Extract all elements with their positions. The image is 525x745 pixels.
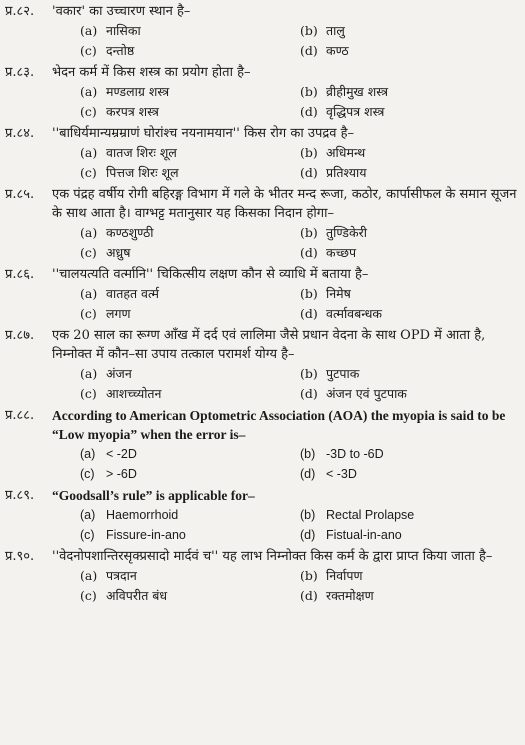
option-label: (a) — [80, 225, 98, 240]
question-text: ''बाधिर्यमान्यम्रम्राणं घोरांश्च नयनामयान'' किस रोग का उपद्रव है– — [52, 126, 355, 141]
question-item — [0, 2, 525, 61]
option-text: नासिका — [106, 23, 141, 38]
option-item — [80, 41, 300, 61]
question-body — [52, 185, 525, 263]
option-text: पुटपाक — [326, 366, 360, 381]
option-item — [300, 525, 517, 545]
option-label: (b) — [300, 145, 318, 160]
option-text: मण्डलाग्र शस्त्र — [106, 84, 170, 99]
option-text: निर्वापण — [326, 568, 363, 583]
option-text: तालु — [326, 23, 345, 38]
question-number: प्र.९०. — [5, 549, 35, 564]
options-grid — [52, 82, 517, 122]
options-grid — [52, 143, 517, 183]
options-grid — [52, 444, 517, 484]
option-text: कच्छप — [326, 245, 357, 260]
question-text: ''चालयत्यति वर्त्मानि'' चिकित्सीय लक्षण कौन से व्याधि में बताया है– — [52, 267, 369, 282]
question-number: प्र.८७. — [5, 328, 35, 343]
option-text: Rectal Prolapse — [326, 508, 415, 522]
option-item — [300, 566, 517, 586]
question-text: According to American Optometric Association (AOA) the myopia is said to be “Low myopia” when the error is– — [52, 408, 506, 442]
option-text: अविपरीत बंध — [106, 588, 168, 603]
question-body — [52, 63, 525, 122]
option-label: (b) — [300, 286, 318, 301]
question-page — [0, 2, 525, 608]
question-text: 'वकार' का उच्चारण स्थान है– — [52, 4, 191, 19]
options-grid — [52, 364, 517, 404]
option-text: अंजन — [106, 366, 132, 381]
options-grid — [52, 223, 517, 263]
option-label: (d) — [300, 306, 318, 321]
option-text: Fistual-in-ano — [326, 528, 402, 542]
option-label: (d) — [300, 528, 316, 542]
option-label: (d) — [300, 588, 318, 603]
option-item — [80, 223, 300, 243]
option-text: अंजन एवं पुटपाक — [326, 386, 407, 401]
option-text: करपत्र शस्त्र — [106, 104, 159, 119]
option-item — [300, 304, 517, 324]
option-label: (c) — [80, 306, 97, 321]
question-body — [52, 486, 525, 545]
question-number: प्र.८६. — [5, 267, 35, 282]
question-body — [52, 406, 525, 484]
option-item — [300, 41, 517, 61]
option-label: (c) — [80, 165, 97, 180]
option-text: दन्तोष्ठ — [106, 43, 135, 58]
option-item — [300, 464, 517, 484]
option-label: (b) — [300, 84, 318, 99]
question-item — [0, 326, 525, 404]
options-grid — [52, 505, 517, 545]
option-label: (c) — [80, 588, 97, 603]
option-item — [80, 243, 300, 263]
option-item — [80, 82, 300, 102]
question-number: प्र.८४. — [5, 126, 35, 141]
option-text: तुण्डिकेरी — [326, 225, 367, 240]
option-label: (a) — [80, 366, 98, 381]
option-label: (a) — [80, 508, 96, 522]
option-label: (a) — [80, 447, 96, 461]
option-label: (c) — [80, 386, 97, 401]
question-item — [0, 185, 525, 263]
option-label: (b) — [300, 568, 318, 583]
option-text: रक्तमोक्षण — [326, 588, 374, 603]
option-text: अधिमन्थ — [326, 145, 366, 160]
question-body — [52, 547, 525, 606]
option-label: (c) — [80, 528, 95, 542]
option-text: -3D to -6D — [326, 447, 384, 461]
option-text: आशच्च्योतन — [106, 386, 162, 401]
option-text: लगण — [106, 306, 131, 321]
option-text: Fissure-in-ano — [106, 528, 186, 542]
question-item — [0, 406, 525, 484]
option-item — [300, 223, 517, 243]
option-text: वृद्धिपत्र शस्त्र — [326, 104, 385, 119]
option-item — [300, 444, 517, 464]
option-text: अध्रुष — [106, 245, 131, 260]
option-text: पत्रदान — [106, 568, 137, 583]
option-item — [300, 82, 517, 102]
option-item — [300, 143, 517, 163]
option-label: (d) — [300, 165, 318, 180]
question-number: प्र.८५. — [5, 187, 35, 202]
option-text: Haemorrhoid — [106, 508, 179, 522]
question-item — [0, 486, 525, 545]
option-label: (b) — [300, 366, 318, 381]
question-item — [0, 265, 525, 324]
question-item — [0, 547, 525, 606]
question-text: भेदन कर्म में किस शस्त्र का प्रयोग होता है– — [52, 65, 251, 80]
options-grid — [52, 284, 517, 324]
option-label: (a) — [80, 145, 98, 160]
options-grid — [52, 566, 517, 606]
option-label: (d) — [300, 104, 318, 119]
option-text: < -3D — [326, 467, 357, 481]
option-label: (d) — [300, 386, 318, 401]
question-body — [52, 326, 525, 404]
option-item — [80, 143, 300, 163]
option-label: (a) — [80, 23, 98, 38]
option-item — [80, 364, 300, 384]
option-text: प्रतिश्याय — [326, 165, 367, 180]
option-label: (d) — [300, 43, 318, 58]
option-label: (a) — [80, 286, 98, 301]
option-label: (c) — [80, 245, 97, 260]
option-label: (b) — [300, 447, 316, 461]
option-item — [80, 384, 300, 404]
option-label: (d) — [300, 245, 318, 260]
option-text: वातहत वर्त्म — [106, 286, 159, 301]
option-text: व्रीहीमुख शस्त्र — [326, 84, 388, 99]
question-text: एक पंद्रह वर्षीय रोगी बहिरङ्ग विभाग में गले के भीतर मन्द रूजा, कठोर, कार्पासीफल के समान सूजन के साथ आता है। वाग्भट्ट मतानुसार यह किसका निदान होगा– — [52, 187, 517, 221]
option-item — [80, 586, 300, 606]
option-item — [300, 21, 517, 41]
option-text: वातज शिरः शूल — [106, 145, 177, 160]
option-item — [300, 384, 517, 404]
option-item — [300, 163, 517, 183]
option-item — [300, 586, 517, 606]
option-label: (c) — [80, 43, 97, 58]
question-body — [52, 2, 525, 61]
option-label: (c) — [80, 104, 97, 119]
question-text: एक 20 साल का रूग्ण आँख में दर्द एवं लालिमा जैसे प्रधान वेदना के साथ OPD में आता है, निम्नोक्त में कौन–सा उपाय तत्काल परामर्श योग्य है– — [52, 328, 486, 362]
question-number: प्र.८३. — [5, 65, 35, 80]
option-text: > -6D — [106, 467, 137, 481]
option-label: (a) — [80, 84, 98, 99]
question-body — [52, 124, 525, 183]
option-item — [300, 364, 517, 384]
question-body — [52, 265, 525, 324]
options-grid — [52, 21, 517, 61]
option-label: (b) — [300, 23, 318, 38]
option-text: पित्तज शिरः शूल — [106, 165, 179, 180]
question-number: प्र.८८. — [5, 408, 35, 423]
option-item — [80, 163, 300, 183]
option-label: (c) — [80, 467, 95, 481]
question-text: “Goodsall’s rule” is applicable for– — [52, 488, 255, 503]
option-label: (a) — [80, 568, 98, 583]
question-number: प्र.८२. — [5, 4, 35, 19]
option-text: निमेष — [326, 286, 351, 301]
option-label: (d) — [300, 467, 316, 481]
option-item — [80, 525, 300, 545]
option-text: कण्ठशुण्ठी — [106, 225, 154, 240]
option-item — [80, 304, 300, 324]
option-text: वर्त्मावबन्धक — [326, 306, 383, 321]
option-item — [300, 505, 517, 525]
option-item — [300, 102, 517, 122]
option-label: (b) — [300, 225, 318, 240]
question-number: प्र.८९. — [5, 488, 35, 503]
question-text: ''वेदनोपशान्तिरसृक्प्रसादो मार्दवं च'' यह लाभ निम्नोक्त किस कर्म के द्वारा प्राप्त किया जाता है– — [52, 549, 493, 564]
option-label: (b) — [300, 508, 316, 522]
option-item — [80, 505, 300, 525]
question-item — [0, 124, 525, 183]
option-item — [80, 102, 300, 122]
option-item — [300, 243, 517, 263]
option-item — [80, 464, 300, 484]
option-item — [80, 566, 300, 586]
option-item — [300, 284, 517, 304]
option-text: कण्ठ — [326, 43, 349, 58]
question-item — [0, 63, 525, 122]
option-text: < -2D — [106, 447, 137, 461]
option-item — [80, 21, 300, 41]
option-item — [80, 284, 300, 304]
option-item — [80, 444, 300, 464]
